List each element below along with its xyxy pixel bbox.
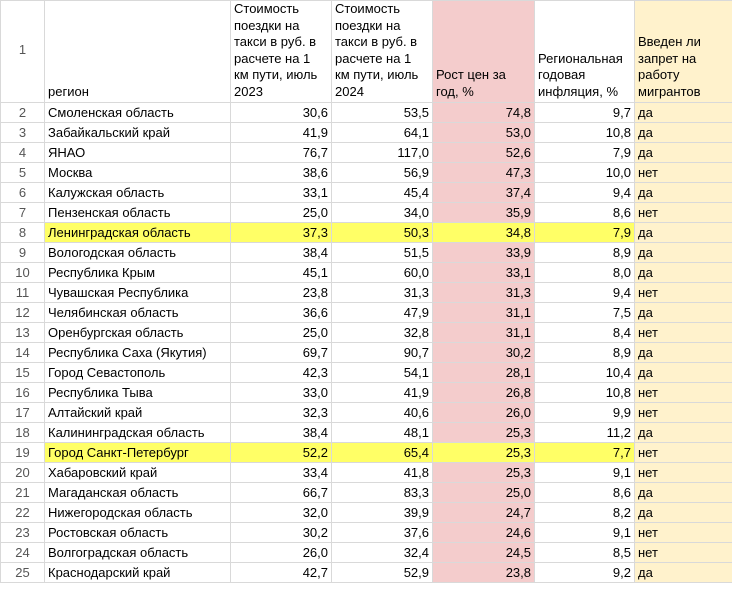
- cell-price-2024[interactable]: 56,9: [332, 163, 433, 183]
- cell-price-2023[interactable]: 25,0: [231, 323, 332, 343]
- table-row: [1, 203, 732, 223]
- cell-growth[interactable]: 74,8: [433, 103, 535, 123]
- cell-ban[interactable]: нет: [635, 543, 732, 563]
- cell-price-2024[interactable]: 40,6: [332, 403, 433, 423]
- cell-growth[interactable]: 30,2: [433, 343, 535, 363]
- cell-inflation[interactable]: 8,9: [535, 243, 635, 263]
- cell-price-2023[interactable]: 38,4: [231, 243, 332, 263]
- cell-price-2023[interactable]: 69,7: [231, 343, 332, 363]
- cell-price-2024[interactable]: 53,5: [332, 103, 433, 123]
- cell-ban[interactable]: нет: [635, 203, 732, 223]
- cell-price-2023[interactable]: 33,4: [231, 463, 332, 483]
- cell-price-2024[interactable]: 34,0: [332, 203, 433, 223]
- cell-growth[interactable]: 52,6: [433, 143, 535, 163]
- cell-price-2023[interactable]: 52,2: [231, 443, 332, 463]
- cell-ban[interactable]: нет: [635, 463, 732, 483]
- row-number[interactable]: 9: [1, 243, 45, 263]
- row-number[interactable]: 7: [1, 203, 45, 223]
- row-number[interactable]: 13: [1, 323, 45, 343]
- cell-region[interactable]: Смоленская область: [45, 103, 231, 123]
- table-row: [1, 383, 732, 403]
- cell-growth[interactable]: 25,3: [433, 423, 535, 443]
- sheet-body: [1, 1, 732, 583]
- cell-inflation[interactable]: 7,7: [535, 443, 635, 463]
- cell-ban[interactable]: да: [635, 103, 732, 123]
- cell-price-2023[interactable]: 38,6: [231, 163, 332, 183]
- cell-price-2023[interactable]: 38,4: [231, 423, 332, 443]
- cell-ban[interactable]: нет: [635, 403, 732, 423]
- cell-region[interactable]: Калининградская область: [45, 423, 231, 443]
- cell-ban[interactable]: да: [635, 143, 732, 163]
- cell-inflation[interactable]: 9,4: [535, 183, 635, 203]
- cell-inflation[interactable]: 8,6: [535, 483, 635, 503]
- cell-ban[interactable]: нет: [635, 323, 732, 343]
- cell-ban[interactable]: да: [635, 563, 732, 583]
- cell-growth[interactable]: 28,1: [433, 363, 535, 383]
- row-number[interactable]: 4: [1, 143, 45, 163]
- cell-inflation[interactable]: 9,2: [535, 563, 635, 583]
- cell-price-2024[interactable]: 39,9: [332, 503, 433, 523]
- cell-inflation[interactable]: 8,0: [535, 263, 635, 283]
- cell-price-2024[interactable]: 37,6: [332, 523, 433, 543]
- cell-region[interactable]: Нижегородская область: [45, 503, 231, 523]
- cell-region[interactable]: Челябинская область: [45, 303, 231, 323]
- row-number[interactable]: 2: [1, 103, 45, 123]
- cell-price-2024[interactable]: 90,7: [332, 343, 433, 363]
- cell-price-2024[interactable]: 32,8: [332, 323, 433, 343]
- cell-price-2023[interactable]: 36,6: [231, 303, 332, 323]
- cell-ban[interactable]: да: [635, 483, 732, 503]
- table-row: [1, 103, 732, 123]
- table-row: [1, 123, 732, 143]
- cell-ban[interactable]: да: [635, 183, 732, 203]
- cell-growth[interactable]: 24,5: [433, 543, 535, 563]
- cell-inflation[interactable]: 10,0: [535, 163, 635, 183]
- cell-ban[interactable]: да: [635, 363, 732, 383]
- cell-inflation[interactable]: 9,7: [535, 103, 635, 123]
- row-number[interactable]: 3: [1, 123, 45, 143]
- row-number[interactable]: 20: [1, 463, 45, 483]
- cell-inflation[interactable]: 9,9: [535, 403, 635, 423]
- cell-growth[interactable]: 53,0: [433, 123, 535, 143]
- cell-price-2023[interactable]: 25,0: [231, 203, 332, 223]
- cell-growth[interactable]: 33,9: [433, 243, 535, 263]
- row-number[interactable]: 23: [1, 523, 45, 543]
- cell-inflation[interactable]: 11,2: [535, 423, 635, 443]
- cell-price-2023[interactable]: 33,0: [231, 383, 332, 403]
- cell-ban[interactable]: да: [635, 423, 732, 443]
- row-number[interactable]: 15: [1, 363, 45, 383]
- row-number[interactable]: 18: [1, 423, 45, 443]
- cell-price-2024[interactable]: 65,4: [332, 443, 433, 463]
- cell-ban[interactable]: да: [635, 123, 732, 143]
- cell-ban[interactable]: да: [635, 223, 732, 243]
- cell-growth[interactable]: 24,6: [433, 523, 535, 543]
- cell-price-2023[interactable]: 45,1: [231, 263, 332, 283]
- cell-price-2024[interactable]: 47,9: [332, 303, 433, 323]
- cell-ban[interactable]: да: [635, 503, 732, 523]
- row-number[interactable]: 17: [1, 403, 45, 423]
- cell-price-2024[interactable]: 32,4: [332, 543, 433, 563]
- row-number[interactable]: 12: [1, 303, 45, 323]
- table-row: [1, 563, 732, 583]
- cell-growth[interactable]: 25,3: [433, 443, 535, 463]
- table-row: [1, 523, 732, 543]
- table-row: [1, 283, 732, 303]
- cell-growth[interactable]: 34,8: [433, 223, 535, 243]
- table-row: [1, 263, 732, 283]
- cell-region[interactable]: Магаданская область: [45, 483, 231, 503]
- row-number[interactable]: 6: [1, 183, 45, 203]
- table-row: [1, 223, 732, 243]
- cell-growth[interactable]: 37,4: [433, 183, 535, 203]
- cell-growth[interactable]: 25,3: [433, 463, 535, 483]
- row-number[interactable]: 24: [1, 543, 45, 563]
- cell-region[interactable]: Город Севастополь: [45, 363, 231, 383]
- cell-ban[interactable]: да: [635, 263, 732, 283]
- cell-ban[interactable]: нет: [635, 163, 732, 183]
- cell-price-2024[interactable]: 54,1: [332, 363, 433, 383]
- table-row: [1, 143, 732, 163]
- cell-region[interactable]: Пензенская область: [45, 203, 231, 223]
- row-number[interactable]: 21: [1, 483, 45, 503]
- cell-growth[interactable]: 31,3: [433, 283, 535, 303]
- cell-growth[interactable]: 47,3: [433, 163, 535, 183]
- cell-ban[interactable]: нет: [635, 383, 732, 403]
- cell-ban[interactable]: да: [635, 243, 732, 263]
- cell-growth[interactable]: 24,7: [433, 503, 535, 523]
- row-number[interactable]: 19: [1, 443, 45, 463]
- cell-inflation[interactable]: 8,9: [535, 343, 635, 363]
- cell-region[interactable]: Хабаровский край: [45, 463, 231, 483]
- cell-price-2023[interactable]: 37,3: [231, 223, 332, 243]
- cell-price-2024[interactable]: 60,0: [332, 263, 433, 283]
- row-number[interactable]: 1: [1, 1, 45, 103]
- header-inflation[interactable]: Региональная годовая инфляция, %: [535, 1, 635, 103]
- cell-ban[interactable]: да: [635, 343, 732, 363]
- cell-inflation[interactable]: 8,6: [535, 203, 635, 223]
- cell-price-2023[interactable]: 42,3: [231, 363, 332, 383]
- cell-region[interactable]: Чувашская Республика: [45, 283, 231, 303]
- cell-inflation[interactable]: 10,4: [535, 363, 635, 383]
- table-row: [1, 343, 732, 363]
- table-row: [1, 503, 732, 523]
- cell-region[interactable]: Калужская область: [45, 183, 231, 203]
- cell-region[interactable]: Республика Тыва: [45, 383, 231, 403]
- cell-price-2023[interactable]: 33,1: [231, 183, 332, 203]
- cell-inflation[interactable]: 10,8: [535, 383, 635, 403]
- cell-price-2024[interactable]: 31,3: [332, 283, 433, 303]
- cell-price-2023[interactable]: 66,7: [231, 483, 332, 503]
- cell-region[interactable]: Ростовская область: [45, 523, 231, 543]
- table-row: [1, 403, 732, 423]
- cell-growth[interactable]: 33,1: [433, 263, 535, 283]
- cell-region[interactable]: Москва: [45, 163, 231, 183]
- cell-region[interactable]: Алтайский край: [45, 403, 231, 423]
- row-number[interactable]: 11: [1, 283, 45, 303]
- cell-price-2024[interactable]: 48,1: [332, 423, 433, 443]
- cell-price-2024[interactable]: 51,5: [332, 243, 433, 263]
- cell-region[interactable]: Республика Саха (Якутия): [45, 343, 231, 363]
- cell-price-2023[interactable]: 42,7: [231, 563, 332, 583]
- cell-region[interactable]: Волгоградская область: [45, 543, 231, 563]
- cell-price-2024[interactable]: 117,0: [332, 143, 433, 163]
- cell-price-2024[interactable]: 41,9: [332, 383, 433, 403]
- cell-price-2023[interactable]: 30,6: [231, 103, 332, 123]
- row-number[interactable]: 5: [1, 163, 45, 183]
- cell-inflation[interactable]: 8,4: [535, 323, 635, 343]
- cell-growth[interactable]: 23,8: [433, 563, 535, 583]
- cell-growth[interactable]: 26,8: [433, 383, 535, 403]
- table-row: [1, 483, 732, 503]
- table-row: [1, 163, 732, 183]
- header-growth[interactable]: Рост цен за год, %: [433, 1, 535, 103]
- cell-inflation[interactable]: 8,2: [535, 503, 635, 523]
- cell-growth[interactable]: 35,9: [433, 203, 535, 223]
- cell-inflation[interactable]: 7,9: [535, 143, 635, 163]
- cell-region[interactable]: ЯНАО: [45, 143, 231, 163]
- header-ban[interactable]: Введен ли запрет на работу мигрантов: [635, 1, 732, 103]
- cell-price-2024[interactable]: 50,3: [332, 223, 433, 243]
- row-number[interactable]: 22: [1, 503, 45, 523]
- cell-inflation[interactable]: 8,5: [535, 543, 635, 563]
- row-number[interactable]: 8: [1, 223, 45, 243]
- table-row: [1, 243, 732, 263]
- cell-region[interactable]: Оренбургская область: [45, 323, 231, 343]
- cell-price-2023[interactable]: 32,3: [231, 403, 332, 423]
- cell-price-2024[interactable]: 41,8: [332, 463, 433, 483]
- table-row: [1, 363, 732, 383]
- header-price-2023[interactable]: Стоимость поездки на такси в руб. в расчете на 1 км пути, июль 2023: [231, 1, 332, 103]
- cell-ban[interactable]: нет: [635, 523, 732, 543]
- cell-price-2024[interactable]: 64,1: [332, 123, 433, 143]
- cell-price-2023[interactable]: 76,7: [231, 143, 332, 163]
- cell-price-2023[interactable]: 41,9: [231, 123, 332, 143]
- cell-price-2024[interactable]: 45,4: [332, 183, 433, 203]
- table-row: [1, 183, 732, 203]
- cell-region[interactable]: Забайкальский край: [45, 123, 231, 143]
- header-row: [1, 1, 732, 103]
- cell-ban[interactable]: нет: [635, 443, 732, 463]
- row-number[interactable]: 25: [1, 563, 45, 583]
- cell-ban[interactable]: нет: [635, 283, 732, 303]
- cell-region[interactable]: Вологодская область: [45, 243, 231, 263]
- cell-region[interactable]: Ленинградская область: [45, 223, 231, 243]
- cell-price-2023[interactable]: 30,2: [231, 523, 332, 543]
- header-price-2024[interactable]: Стоимость поездки на такси в руб. в расчете на 1 км пути, июль 2024: [332, 1, 433, 103]
- cell-inflation[interactable]: 7,5: [535, 303, 635, 323]
- table-row: [1, 543, 732, 563]
- cell-inflation[interactable]: 9,4: [535, 283, 635, 303]
- cell-growth[interactable]: 31,1: [433, 303, 535, 323]
- cell-inflation[interactable]: 9,1: [535, 463, 635, 483]
- row-number[interactable]: 10: [1, 263, 45, 283]
- cell-growth[interactable]: 31,1: [433, 323, 535, 343]
- table-row: [1, 323, 732, 343]
- header-region[interactable]: регион: [45, 1, 231, 103]
- cell-price-2023[interactable]: 23,8: [231, 283, 332, 303]
- cell-price-2024[interactable]: 52,9: [332, 563, 433, 583]
- table-row: [1, 303, 732, 323]
- cell-price-2023[interactable]: 26,0: [231, 543, 332, 563]
- cell-inflation[interactable]: 7,9: [535, 223, 635, 243]
- table-row: [1, 443, 732, 463]
- cell-region[interactable]: Краснодарский край: [45, 563, 231, 583]
- table-row: [1, 463, 732, 483]
- cell-growth[interactable]: 25,0: [433, 483, 535, 503]
- cell-inflation[interactable]: 9,1: [535, 523, 635, 543]
- cell-region[interactable]: Город Санкт-Петербург: [45, 443, 231, 463]
- table-row: [1, 423, 732, 443]
- cell-price-2023[interactable]: 32,0: [231, 503, 332, 523]
- row-number[interactable]: 16: [1, 383, 45, 403]
- cell-ban[interactable]: да: [635, 303, 732, 323]
- row-number[interactable]: 14: [1, 343, 45, 363]
- cell-price-2024[interactable]: 83,3: [332, 483, 433, 503]
- cell-region[interactable]: Республика Крым: [45, 263, 231, 283]
- cell-growth[interactable]: 26,0: [433, 403, 535, 423]
- cell-inflation[interactable]: 10,8: [535, 123, 635, 143]
